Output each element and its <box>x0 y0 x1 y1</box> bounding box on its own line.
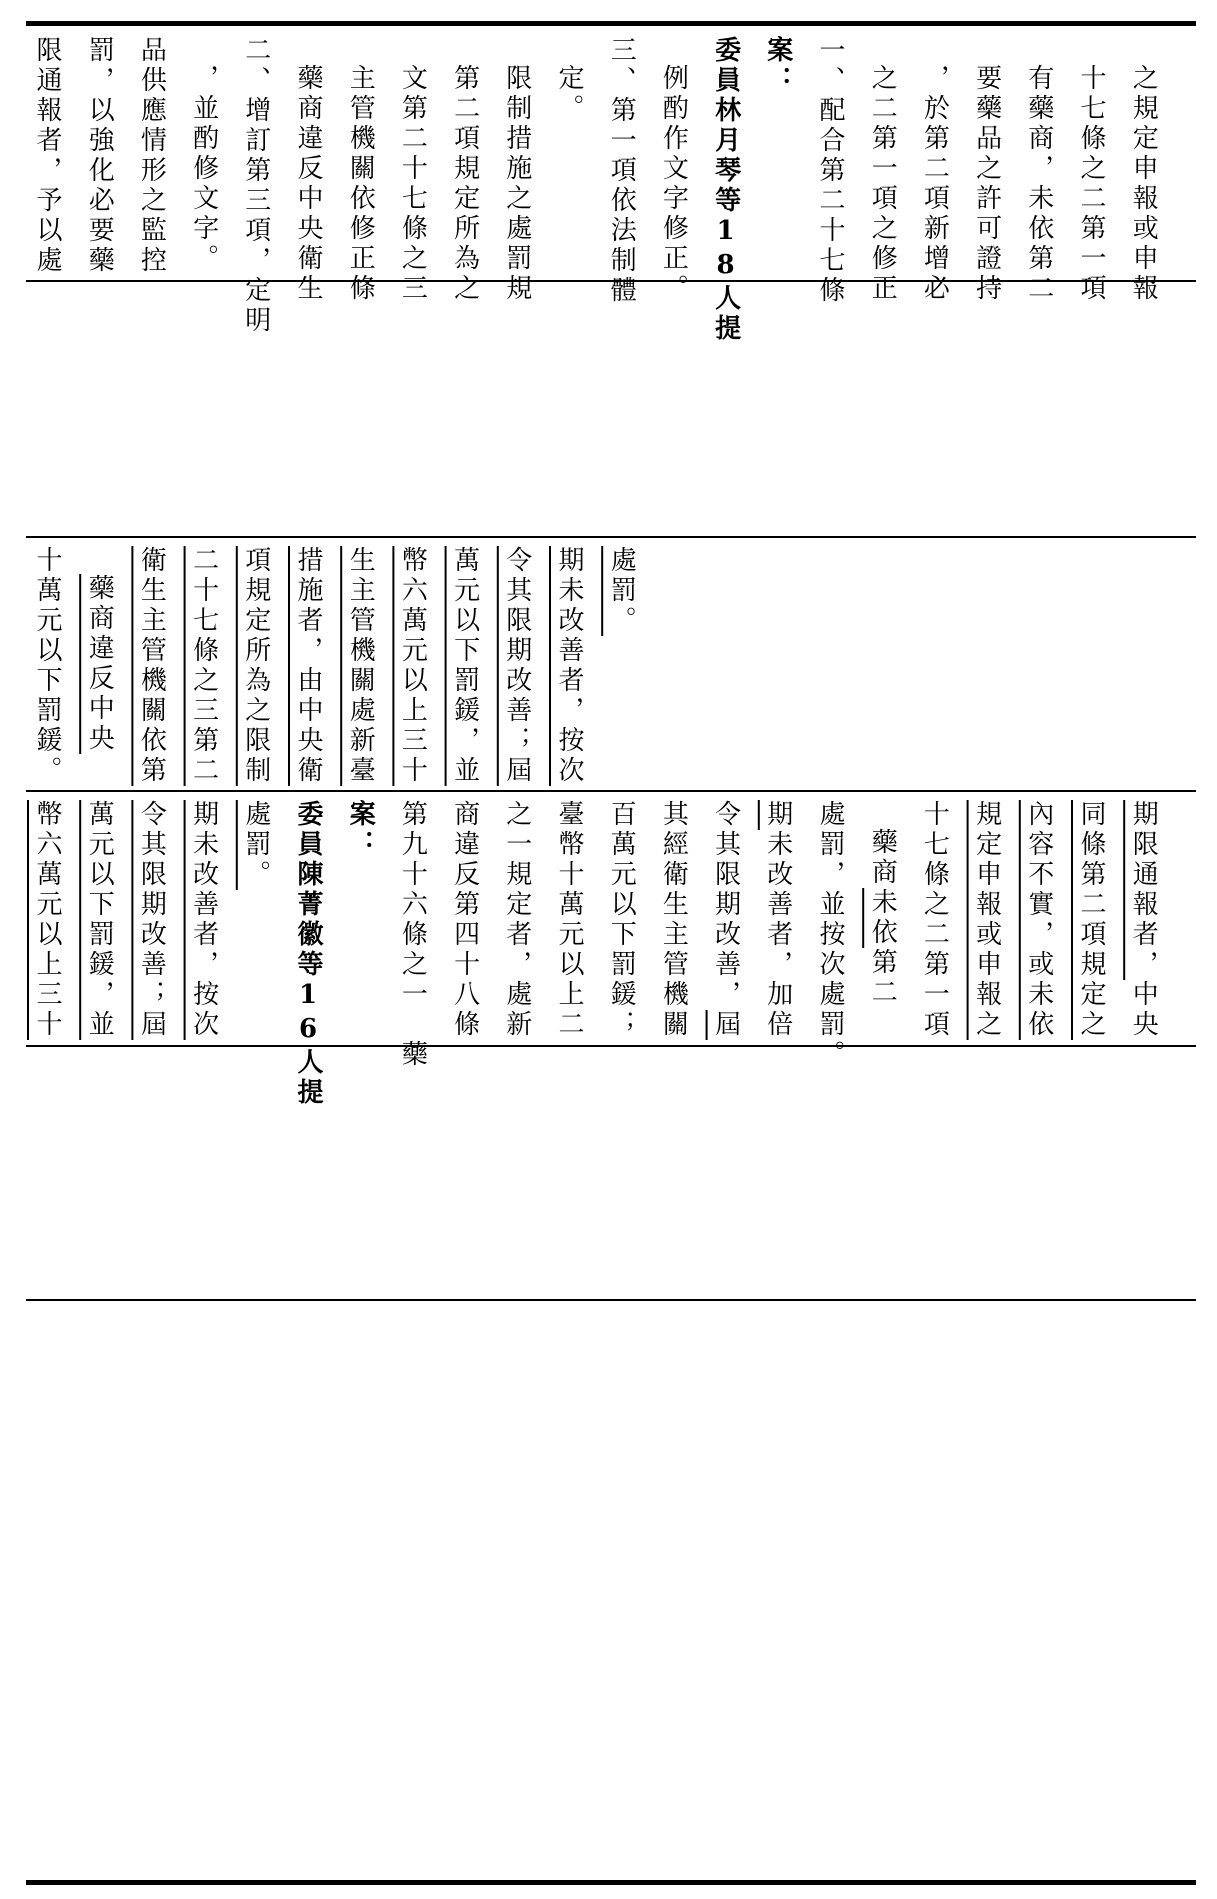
text-line <box>501 64 532 304</box>
text-line <box>34 36 60 276</box>
text-line <box>136 546 167 786</box>
text-line <box>762 36 793 96</box>
text-line <box>919 800 950 1040</box>
text-segment: 罰，以強化必要藥 <box>84 36 115 276</box>
text-line <box>397 64 428 304</box>
text-line <box>34 546 60 786</box>
text-segment: 三、第一項依法制體 <box>606 36 637 306</box>
table-cell-proposed-text <box>0 546 1217 786</box>
text-line <box>240 546 271 786</box>
text-line <box>136 800 167 1040</box>
underlined-text: 令其限期改善；屆 <box>501 546 532 786</box>
text-line <box>397 546 428 786</box>
text-line <box>449 800 480 1040</box>
text-line <box>817 800 843 1070</box>
underlined-text: 令其限期改善；屆 <box>136 800 167 1040</box>
underlined-text: 處罰。 <box>606 546 637 636</box>
text-segment: 商違反第四十八條 <box>449 800 480 1040</box>
text-line <box>919 64 950 304</box>
text-line <box>606 800 637 1040</box>
text-line <box>501 800 532 1040</box>
text-line <box>397 800 428 1070</box>
text-segment: 一、配合第二十七條 <box>815 36 845 306</box>
text-line <box>556 64 582 124</box>
text-segment: 主管機關依修正條 <box>345 64 376 304</box>
text-line <box>295 800 321 1108</box>
table-divider <box>26 536 1196 538</box>
text-line <box>34 800 60 1040</box>
text-segment: 第二項規定所為之 <box>449 64 480 304</box>
underlined-text: 規定申報或申報之 <box>971 800 1002 1040</box>
text-line <box>556 800 582 1040</box>
text-segment: 案： <box>345 800 376 860</box>
underlined-text: 幣六萬元以上三十 <box>397 546 428 786</box>
text-segment: 之規定申報或申報 <box>1128 64 1159 304</box>
text-line <box>449 546 480 786</box>
text-line <box>867 828 898 1008</box>
text-line <box>345 546 376 786</box>
text-segment: 第二 <box>867 948 898 1008</box>
table-border-bottom <box>26 1880 1196 1885</box>
text-line <box>240 36 271 336</box>
underlined-text: 處罰。 <box>240 800 271 890</box>
underlined-text: 未依 <box>867 888 898 948</box>
text-line <box>240 800 271 890</box>
text-line <box>84 800 115 1040</box>
text-line <box>658 800 689 1040</box>
text-segment: 之一規定者，處新 <box>501 800 532 1040</box>
table-cell-proposal <box>0 800 1217 1108</box>
underlined-text: 期未改善者，按次 <box>554 546 584 786</box>
text-segment: ，並酌修文字。 <box>188 64 219 274</box>
text-line <box>345 800 376 860</box>
text-segment: 第九十六條之一 藥 <box>397 800 428 1070</box>
underlined-text: 項規定所為之限制 <box>240 546 271 786</box>
text-line <box>867 64 898 304</box>
text-segment: 限制措施之處罰規 <box>501 64 532 304</box>
text-segment: 藥商違反中央衛生 <box>293 64 323 304</box>
text-line <box>84 36 115 276</box>
text-segment: 文第二十七條之三 <box>397 64 428 304</box>
text-line <box>295 546 321 786</box>
text-line <box>188 64 219 274</box>
text-line <box>658 64 689 304</box>
text-segment: 藥商 <box>867 828 898 888</box>
underlined-text: 二十七條之三第二 <box>188 546 219 786</box>
table-divider <box>26 790 1196 792</box>
text-segment: 品供應情形之監控 <box>136 36 167 276</box>
text-line <box>817 36 843 306</box>
text-segment: 十萬元以下罰鍰。 <box>32 546 62 786</box>
text-line <box>710 800 741 1040</box>
table-divider <box>26 1299 1196 1301</box>
table-cell-explanation <box>0 36 1217 344</box>
text-segment: 委員林月琴等18人提 <box>710 36 741 344</box>
text-line <box>606 546 637 636</box>
text-segment: 未改善者，加倍 <box>762 830 793 1040</box>
text-segment: 有藥商，未依第二 <box>1023 64 1054 304</box>
text-line <box>188 800 219 1040</box>
underlined-text: 幣六萬元以上三十 <box>32 800 62 1040</box>
text-line <box>606 36 637 306</box>
text-line <box>1128 800 1159 1040</box>
underlined-text: 期 <box>762 800 793 830</box>
text-line <box>1023 800 1054 1040</box>
text-segment: 處罰，並按次處罰。 <box>815 800 845 1070</box>
text-segment: 其經衛生主管機關 <box>658 800 689 1040</box>
text-segment: 中央 <box>1128 980 1159 1040</box>
text-segment: 例酌作文字修正。 <box>658 64 689 304</box>
underlined-text: 內容不實，或未依 <box>1023 800 1054 1040</box>
text-segment: 百萬元以下罰鍰； <box>606 800 637 1040</box>
text-line <box>710 36 741 344</box>
underlined-text: 期未改善者，按次 <box>188 800 219 1040</box>
text-line <box>449 64 480 304</box>
underlined-text: 生主管機關處新臺 <box>345 546 376 786</box>
text-segment: 令其限期改善， <box>710 800 741 1010</box>
text-line <box>971 64 1002 304</box>
text-line <box>1023 64 1054 304</box>
text-segment: 十七條之二第一項 <box>919 800 950 1040</box>
table-border-top <box>26 21 1196 26</box>
underlined-text: 萬元以下罰鍰，並 <box>449 546 480 786</box>
text-line <box>762 800 793 1040</box>
text-line <box>136 36 167 276</box>
text-segment: 委員陳菁徽等16人提 <box>293 800 323 1108</box>
underlined-text: 衛生主管機關依第 <box>136 546 167 786</box>
text-segment: 要藥品之許可證持 <box>971 64 1002 304</box>
underlined-text: 同條第二項規定之 <box>1076 800 1106 1040</box>
text-line <box>295 64 321 304</box>
text-line <box>1128 64 1159 304</box>
text-line <box>501 546 532 786</box>
text-line <box>1078 800 1104 1040</box>
text-segment: 定。 <box>554 64 584 124</box>
text-line <box>556 546 582 786</box>
text-line <box>84 574 115 754</box>
text-line <box>971 800 1002 1040</box>
text-segment: 限通報者，予以處 <box>32 36 62 276</box>
text-segment: 之二第一項之修正 <box>867 64 898 304</box>
underlined-text: 期限通報者， <box>1128 800 1159 980</box>
table-divider <box>26 1045 1196 1047</box>
text-segment: 二、增訂第三項，定明 <box>240 36 271 336</box>
text-line <box>188 546 219 786</box>
text-line <box>345 64 376 304</box>
underlined-text: 藥商違反中央 <box>84 574 115 754</box>
text-segment: 十七條之二第一項 <box>1076 64 1106 304</box>
text-segment: 案： <box>762 36 793 96</box>
text-line <box>1078 64 1104 304</box>
text-segment: 臺幣十萬元以上二 <box>554 800 584 1040</box>
underlined-text: 萬元以下罰鍰，並 <box>84 800 115 1040</box>
underlined-text: 屆 <box>710 1010 741 1040</box>
underlined-text: 措施者，由中央衛 <box>293 546 323 786</box>
text-segment: ，於第二項新增必 <box>919 64 950 304</box>
